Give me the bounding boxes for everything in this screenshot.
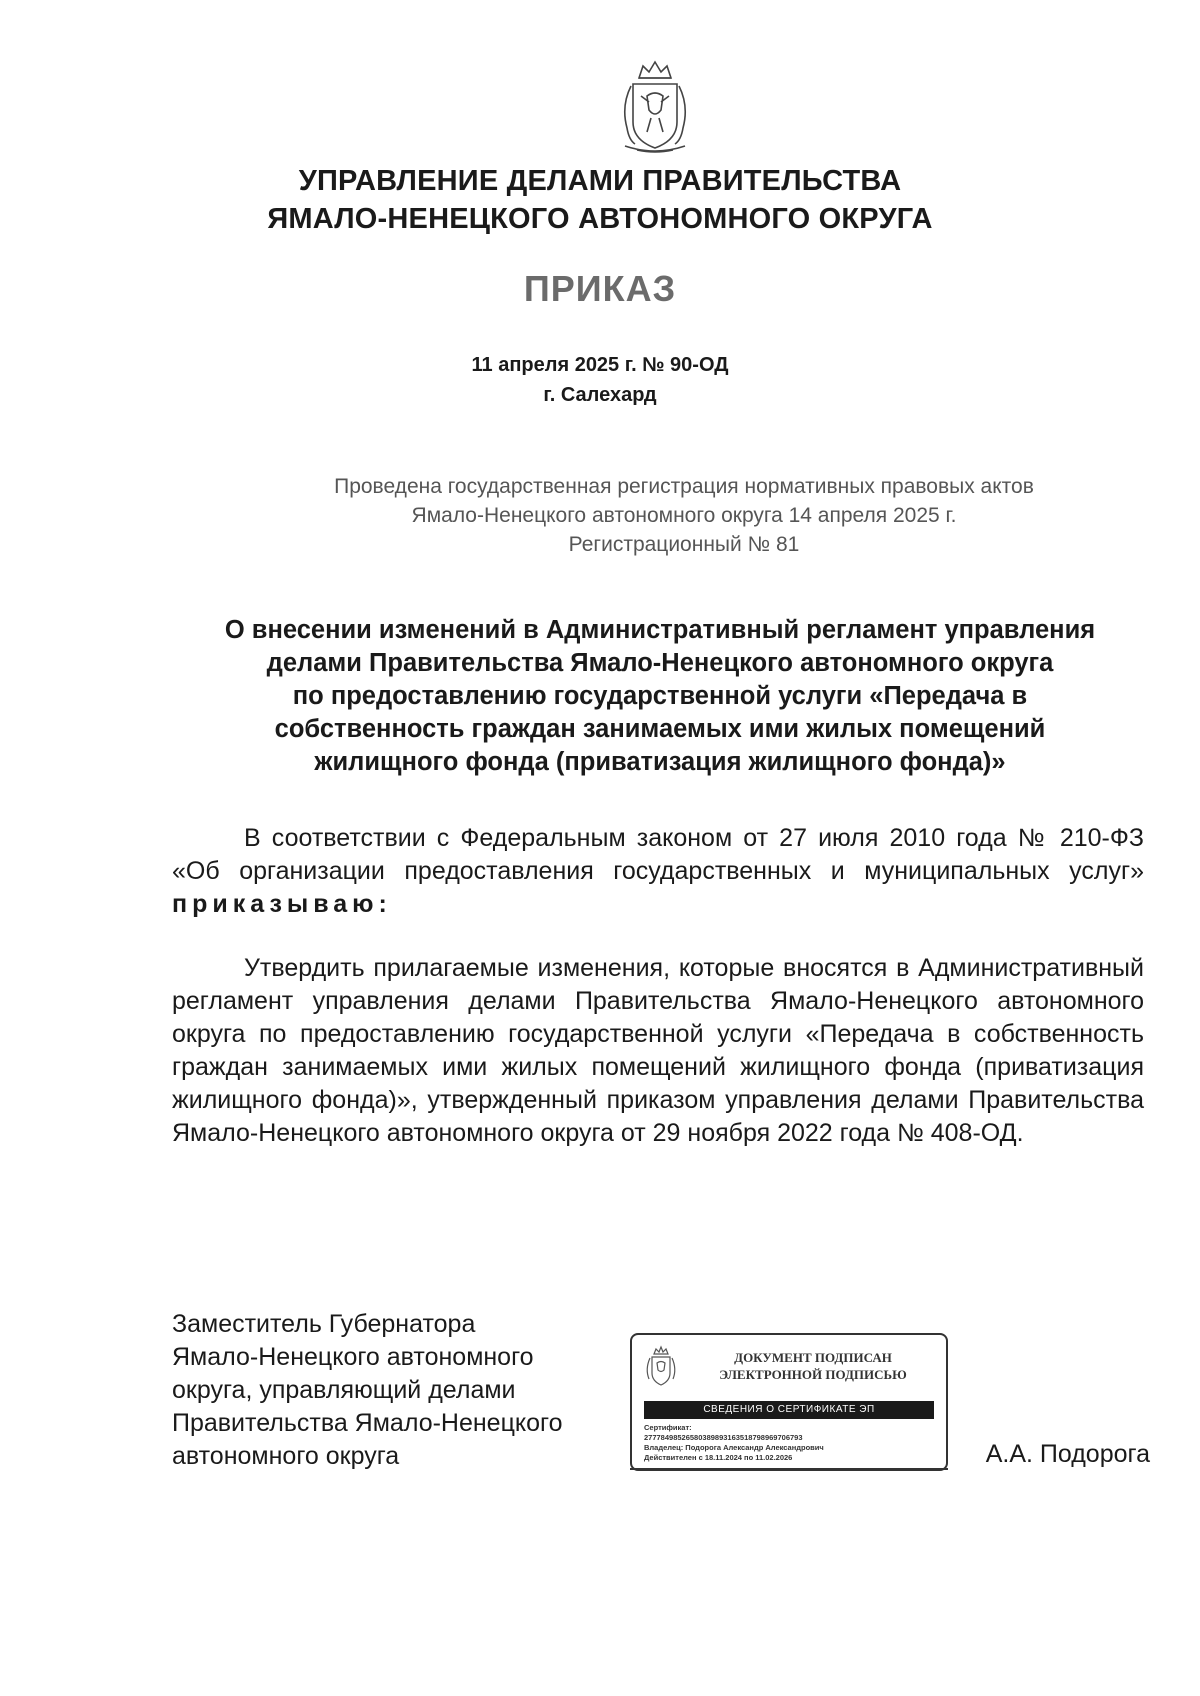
- city: г. Салехард: [543, 384, 657, 406]
- organization-name: [0, 162, 1200, 238]
- subject-line-4: собственность граждан занимаемых ими жилых помещений: [274, 715, 1046, 743]
- signer-position: [172, 1308, 642, 1473]
- signature-underline: [630, 1468, 948, 1470]
- subject-line-1: О внесении изменений в Административный регламент управления: [224, 616, 1096, 644]
- stamp-emblem-icon: [644, 1345, 678, 1389]
- signer-position-line-3: округа, управляющий делами: [172, 1376, 516, 1404]
- subject-line-3: по предоставлению государственной услуги «Передача в: [292, 682, 1028, 710]
- registration-line-1: Проведена государственная регистрация нормативных правовых актов: [334, 475, 1034, 498]
- signer-position-line-5: автономного округа: [172, 1442, 400, 1470]
- org-line-1: УПРАВЛЕНИЕ ДЕЛАМИ ПРАВИТЕЛЬСТВА: [298, 165, 902, 197]
- paragraph-1-text: В соответствии с Федеральным законом от 27 июля 2010 года № 210-ФЗ «Об организации предоставления государственных и муниципальных услуг»: [172, 824, 1144, 885]
- signer-name: А.А. Подорога: [985, 1440, 1150, 1468]
- subject-line-5: жилищного фонда (приватизация жилищного фонда)»: [314, 748, 1006, 776]
- stamp-cert-label: Сертификат:: [644, 1423, 692, 1432]
- date-number: 11 апреля 2025 г. № 90-ОД: [471, 354, 729, 376]
- stamp-title-line-1: ДОКУМЕНТ ПОДПИСАН: [734, 1350, 892, 1365]
- org-line-2: ЯМАЛО-НЕНЕЦКОГО АВТОНОМНОГО ОКРУГА: [267, 203, 933, 235]
- stamp-cert-number: 27778498526580389893163518798969706793: [644, 1433, 803, 1442]
- registration-line-3: Регистрационный № 81: [568, 533, 800, 556]
- stamp-certificate-bar: СВЕДЕНИЯ О СЕРТИФИКАТЕ ЭП: [644, 1401, 934, 1419]
- registration-line-2: Ямало-Ненецкого автономного округа 14 апреля 2025 г.: [411, 504, 957, 527]
- signer-position-line-1: Заместитель Губернатора: [172, 1310, 476, 1338]
- stamp-title: [688, 1349, 938, 1383]
- paragraph-decision: [172, 952, 1144, 1150]
- yanao-coat-of-arms-icon: [617, 56, 693, 156]
- order-verb: приказываю:: [172, 890, 392, 918]
- stamp-validity: Действителен с 18.11.2024 по 11.02.2026: [644, 1453, 793, 1462]
- stamp-title-line-2: ЭЛЕКТРОННОЙ ПОДПИСЬЮ: [719, 1367, 907, 1382]
- registration-note: [254, 472, 1114, 559]
- subject-line-2: делами Правительства Ямало-Ненецкого автономного округа: [266, 649, 1054, 677]
- document-type: ПРИКАЗ: [523, 268, 677, 309]
- date-number-block: [0, 350, 1200, 410]
- electronic-signature-stamp: [630, 1333, 948, 1471]
- document-subject: [170, 614, 1150, 779]
- signer-position-line-2: Ямало-Ненецкого автономного: [172, 1343, 534, 1371]
- stamp-owner: Владелец: Подорога Александр Александрович: [644, 1443, 824, 1452]
- paragraph-legal-basis: [172, 822, 1144, 921]
- signer-position-line-4: Правительства Ямало-Ненецкого: [172, 1409, 563, 1437]
- paragraph-2-text: Утвердить прилагаемые изменения, которые вносятся в Административный регламент управления делами Правительства Ямало-Ненецкого автономного округа по предоставлению государственной услуги «Передача в собственность граждан занимаемых ими жилых помещений жилищного фонда (приватизация жилищного фонда)», утвержденный приказом управления делами Правительства Ямало-Ненецкого автономного округа от 29 ноября 2022 года № 408-ОД.: [172, 954, 1144, 1147]
